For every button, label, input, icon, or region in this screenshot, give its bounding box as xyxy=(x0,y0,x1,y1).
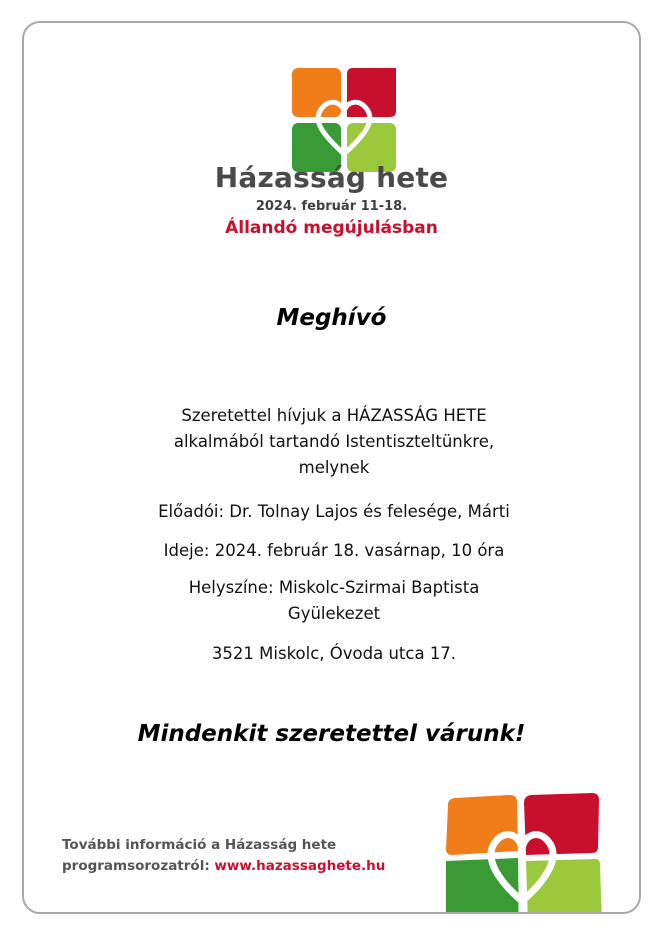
invitation-heading: Meghívó xyxy=(276,305,387,331)
footer-prefix: programsorozatról: xyxy=(62,858,215,874)
venue-line-1: Helyszíne: Miskolc-Szirmai Baptista xyxy=(188,578,480,597)
intro-paragraph xyxy=(134,403,534,481)
intro-line-3: melynek xyxy=(298,458,370,477)
brand-dates: 2024. február 11-18. xyxy=(255,199,408,214)
venue-line-2: Gyülekezet xyxy=(287,604,381,623)
footer-info xyxy=(62,835,385,877)
brand-title: Házasság hete xyxy=(214,161,449,194)
hazassag-hete-logo-icon xyxy=(292,68,396,172)
time-text: Ideje: 2024. február 18. vasárnap, 10 óra xyxy=(163,541,505,560)
address-text: 3521 Miskolc, Óvoda utca 17. xyxy=(211,644,457,663)
invitation-card xyxy=(22,21,641,914)
speakers-text: Előadói: Dr. Tolnay Lajos és felesége, Márti xyxy=(158,502,510,521)
website-link[interactable]: www.hazassaghete.hu xyxy=(214,858,386,874)
venue-text xyxy=(134,575,534,627)
intro-line-2: alkalmából tartandó Istentiszteltünkre, xyxy=(173,432,495,451)
intro-line-1: Szeretettel hívjuk a HÁZASSÁG HETE xyxy=(181,406,487,425)
footer-line-1: További információ a Házasság hete xyxy=(62,837,337,853)
brand-slogan: Állandó megújulásban xyxy=(225,218,438,238)
footer-line-2 xyxy=(62,856,385,877)
hazassag-hete-corner-logo-icon xyxy=(442,793,602,914)
closing-text: Mindenkit szeretettel várunk! xyxy=(137,721,526,747)
